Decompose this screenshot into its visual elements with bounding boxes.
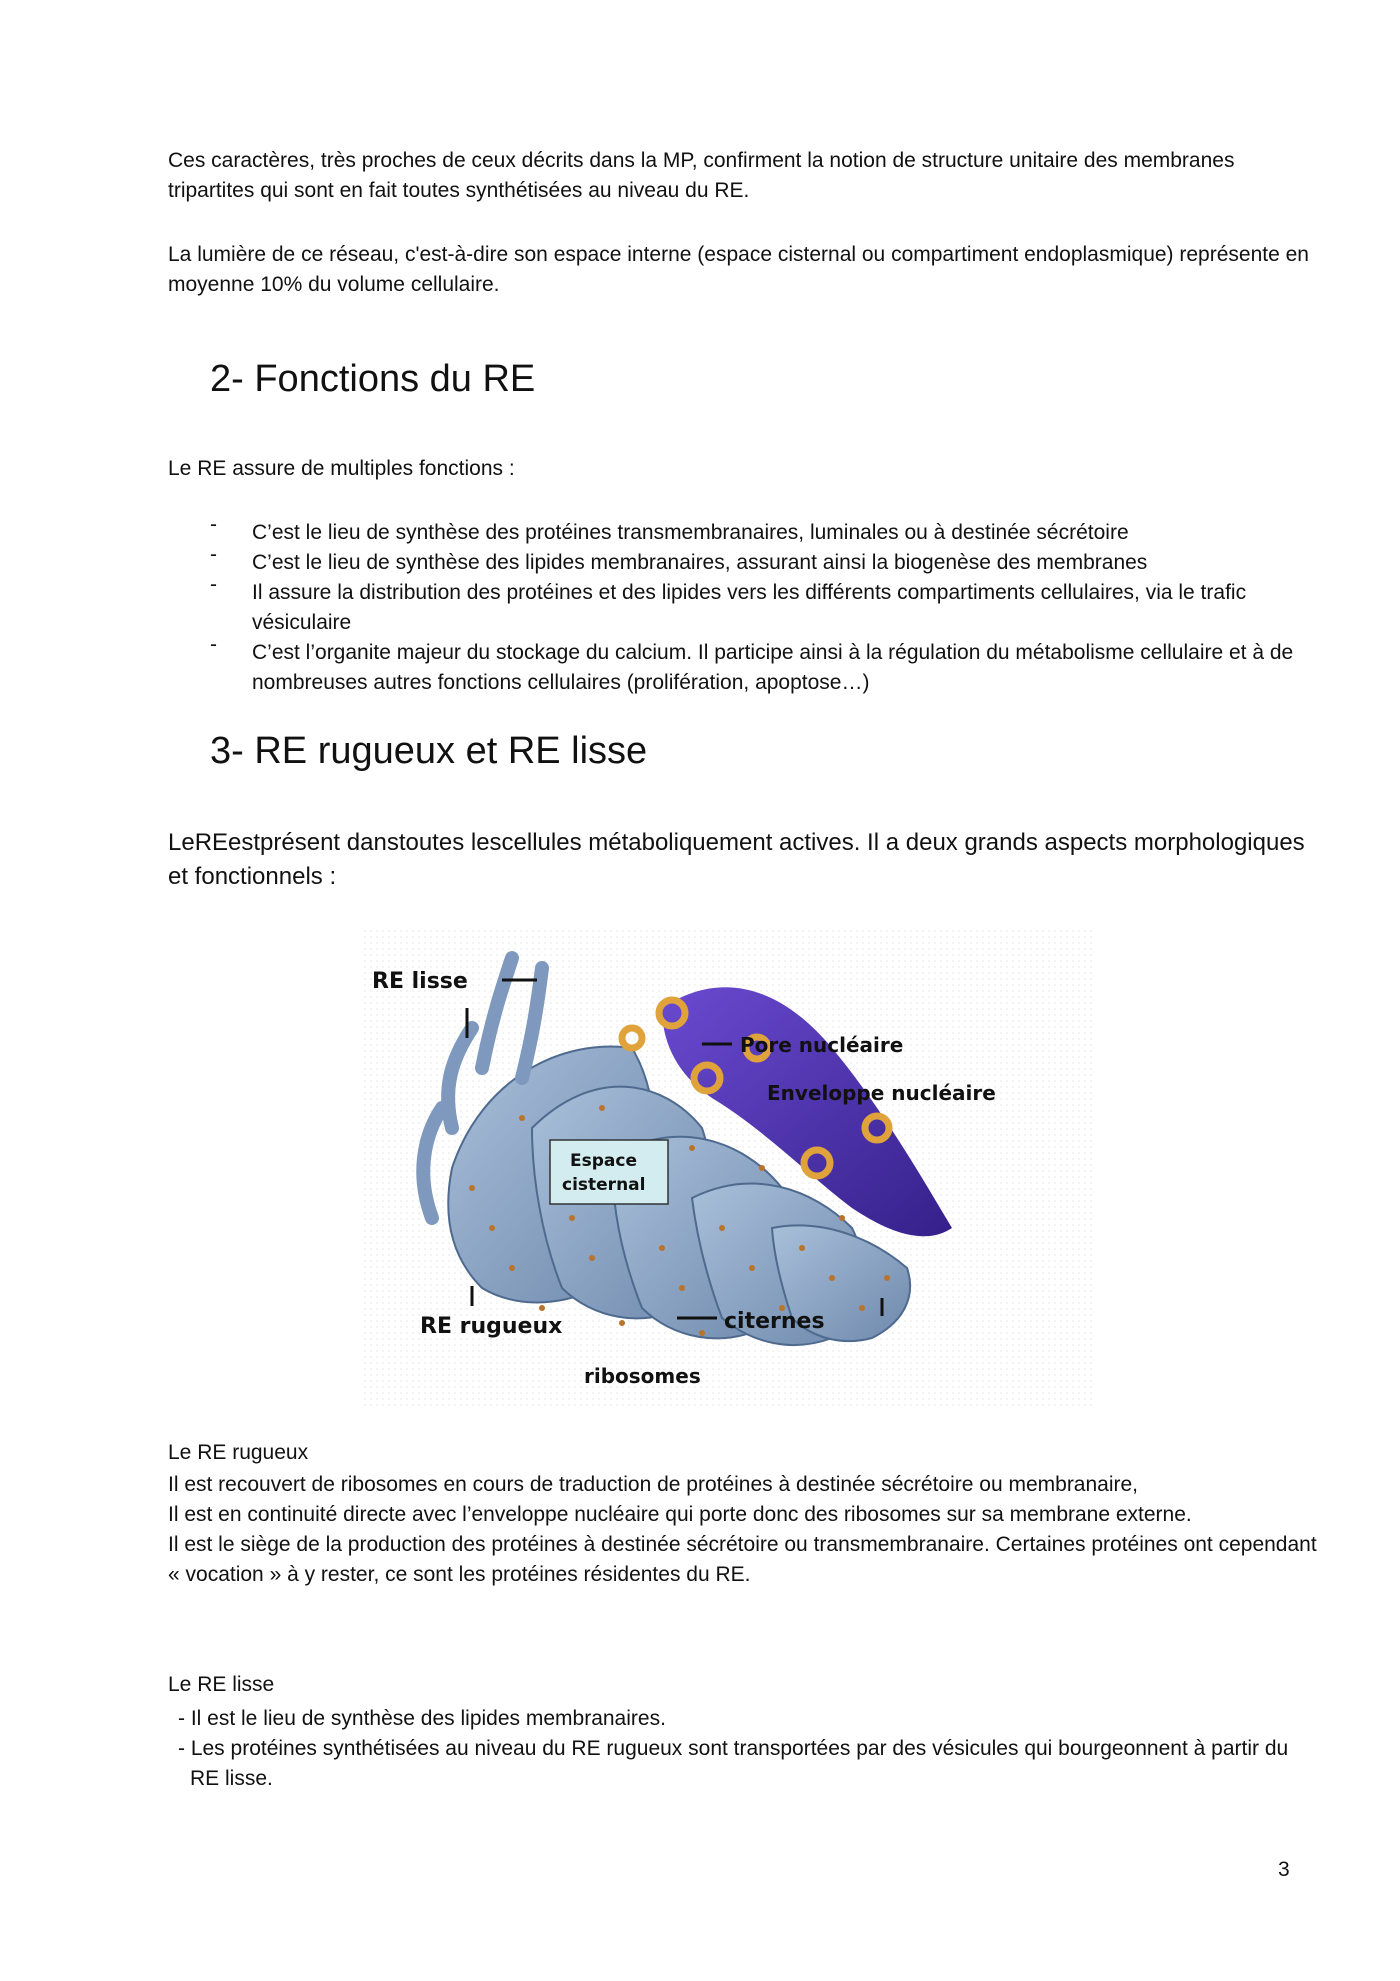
subsection-re-lisse-title bbox=[168, 1670, 1318, 1700]
bullet-marker: - bbox=[210, 513, 217, 536]
paragraph-lumiere bbox=[168, 240, 1318, 300]
list-item bbox=[168, 633, 1318, 698]
re-diagram bbox=[362, 928, 1092, 1408]
section-lead bbox=[168, 826, 1318, 894]
bullet-marker: - bbox=[210, 573, 217, 596]
label-re-lisse: RE lisse bbox=[372, 969, 468, 994]
paragraph-text: La lumière de ce réseau, c'est-à-dire son espace interne (espace cisternal ou compartiment endoplasmique) représente en moyenne 10% du volume cellulaire. bbox=[168, 243, 1309, 296]
list-item-text: C’est le lieu de synthèse des protéines transmembranaires, luminales ou à destinée sécrétoire bbox=[252, 521, 1129, 544]
subsection-title: Le RE lisse bbox=[168, 1673, 275, 1696]
list-item bbox=[168, 573, 1318, 638]
rugueux-line: Il est en continuité directe avec l’enveloppe nucléaire qui porte donc des ribosomes sur sa membrane externe. bbox=[168, 1503, 1192, 1526]
section-intro bbox=[168, 454, 1318, 484]
list-item bbox=[168, 543, 1318, 578]
section-heading-rugueux-lisse: 3- RE rugueux et RE lisse bbox=[210, 730, 648, 772]
rugueux-line: Il est recouvert de ribosomes en cours de traduction de protéines à destinée sécrétoire ou membranaire, bbox=[168, 1473, 1139, 1496]
intro-text: Le RE assure de multiples fonctions : bbox=[168, 457, 515, 480]
section-heading-fonctions: 2- Fonctions du RE bbox=[210, 358, 536, 400]
functions-list bbox=[168, 513, 1318, 698]
paragraph-text: Ces caractères, très proches de ceux décrits dans la MP, confirment la notion de structure unitaire des membranes tripartites qui sont en fait toutes synthétisées au niveau du RE. bbox=[168, 149, 1235, 202]
subsection-re-rugueux-body bbox=[168, 1470, 1318, 1590]
subsection-title: Le RE rugueux bbox=[168, 1441, 309, 1464]
list-item: - Les protéines synthétisées au niveau du RE rugueux sont transportées par des vésicules qui bourgeonnent à partir du RE lisse. bbox=[178, 1737, 1289, 1790]
bullet-marker: - bbox=[210, 543, 217, 566]
list-item-text: Il assure la distribution des protéines et des lipides vers les différents compartiments cellulaires, via le trafic vésiculaire bbox=[252, 581, 1247, 634]
re-diagram-svg bbox=[362, 928, 1092, 1408]
list-item bbox=[168, 513, 1318, 548]
list-item-text: C’est l’organite majeur du stockage du calcium. Il participe ainsi à la régulation du métabolisme cellulaire et à de nombreuses autres fonctions cellulaires (prolifération, apoptose…) bbox=[252, 641, 1294, 694]
label-re-rugueux: RE rugueux bbox=[420, 1314, 563, 1339]
list-item-text: C’est le lieu de synthèse des lipides membranaires, assurant ainsi la biogenèse des membranes bbox=[252, 551, 1148, 574]
rugueux-line: Il est le siège de la production des protéines à destinée sécrétoire ou transmembranaire. Certaines protéines ont cependant « vocation » à y rester, ce sont les protéines résidentes du RE. bbox=[168, 1533, 1317, 1586]
label-ribosomes: ribosomes bbox=[584, 1364, 701, 1388]
list-item: - Il est le lieu de synthèse des lipides membranaires. bbox=[178, 1707, 666, 1730]
label-pore-nucleaire: Pore nucléaire bbox=[740, 1033, 904, 1057]
label-enveloppe-nucleaire: Enveloppe nucléaire bbox=[767, 1081, 996, 1105]
re-lisse-list bbox=[168, 1704, 1318, 1794]
subsection-re-rugueux-title bbox=[168, 1438, 1318, 1468]
bullet-marker: - bbox=[210, 633, 217, 656]
label-citernes: citernes bbox=[724, 1309, 825, 1334]
label-espace: Espace bbox=[570, 1151, 637, 1171]
label-cisternal: cisternal bbox=[562, 1175, 646, 1195]
page-number: 3 bbox=[1278, 1858, 1290, 1881]
lead-text: LeREestprésent danstoutes lescellules métaboliquement actives. Il a deux grands aspects morphologiques et fonctionnels : bbox=[168, 829, 1305, 890]
paragraph-membranes bbox=[168, 146, 1318, 206]
